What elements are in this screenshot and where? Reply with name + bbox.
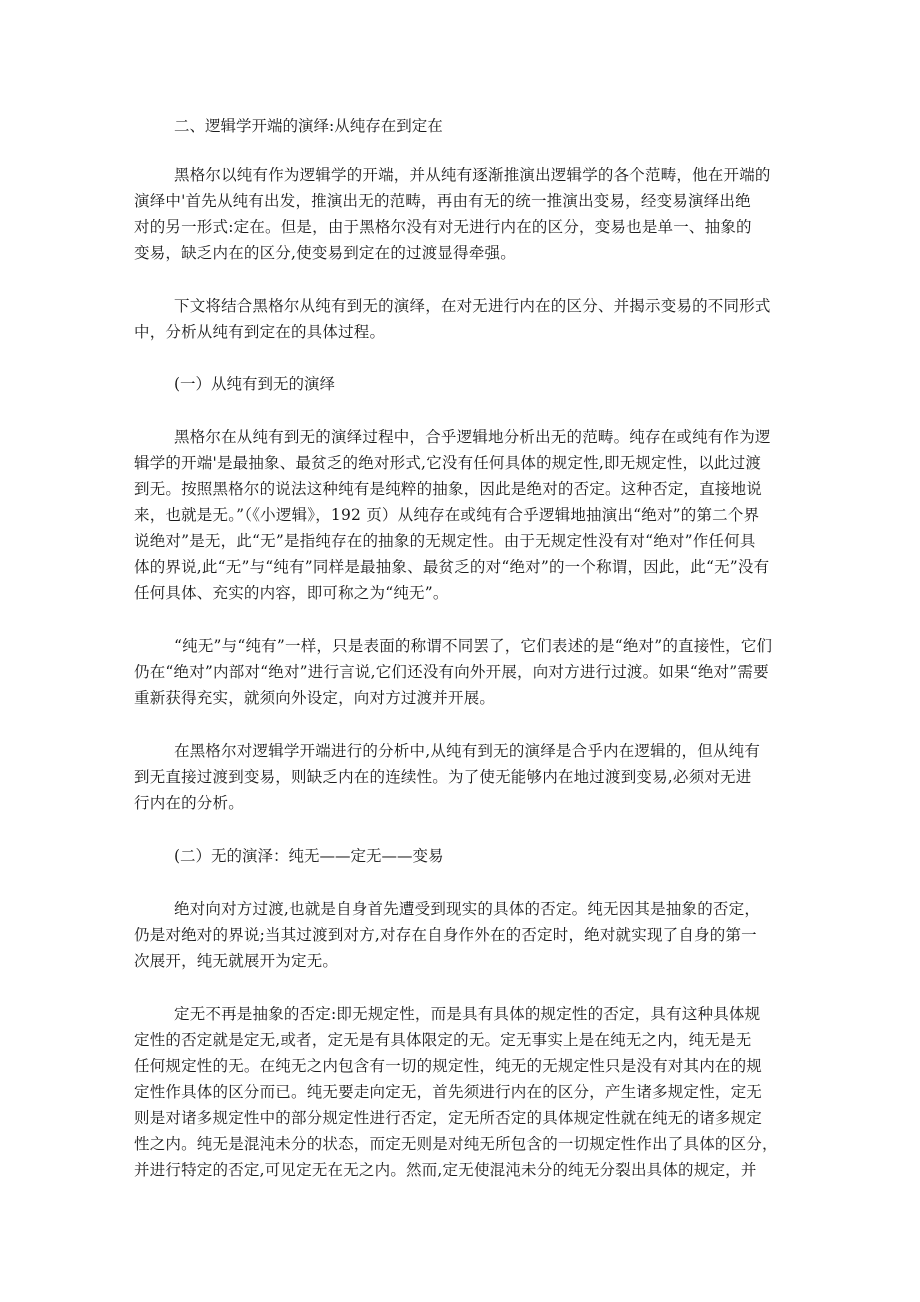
paragraph-2-line-1: 下文将结合黑格尔从纯有到无的演绎，在对无进行内在的区分、并揭示变易的不同形式 — [174, 297, 771, 315]
paragraph-1-line-1: 黑格尔以纯有作为逻辑学的开端，并从纯有逐渐推演出逻辑学的各个范畴，他在开端的 — [174, 166, 771, 184]
paragraph-3-line-3: 到无。按照黑格尔的说法这种纯有是纯粹的抽象，因此是绝对的否定。这种否定，直接地说 — [134, 480, 763, 498]
subsection-heading-1: (一）从纯有到无的演绎 — [174, 375, 336, 393]
paragraph-4-line-2: 仍在“绝对”内部对“绝对”进行言说,它们还没有向外开展，向对方进行过渡。如果“绝对”需要 — [134, 663, 769, 681]
paragraph-3-line-6: 体的界说,此“无”与“纯有”同样是最抽象、最贫乏的对“绝对”的一个称谓，因此，此“无”没有 — [134, 558, 770, 576]
paragraph-6-line-2: 仍是对绝对的界说;当其过渡到对方,对存在自身作外在的否定时，绝对就实现了自身的第一 — [134, 926, 757, 944]
paragraph-1-line-2: 演绎中'首先从纯有出发，推演出无的范畴，再由有无的统一推演出变易，经变易演绎出绝 — [134, 192, 751, 210]
paragraph-4-line-3: 重新获得充实，就须向外设定，向对方过渡并开展。 — [134, 689, 496, 707]
paragraph-7-line-4: 定性作具体的区分而已。纯无要走向定无，首先须进行内在的区分，产生诸多规定性，定无 — [134, 1083, 763, 1101]
paragraph-7-line-6: 性之内。纯无是混沌未分的状态，而定无则是对纯无所包含的一切规定性作出了具体的区分， — [134, 1135, 778, 1153]
paragraph-7-line-2: 定性的否定就是定无,或者，定无是有具体限定的无。定无事实上是在纯无之内，纯无是无 — [134, 1031, 752, 1049]
paragraph-5-line-1: 在黑格尔对逻辑学开端进行的分析中,从纯有到无的演绎是合乎内在逻辑的，但从纯有 — [174, 742, 761, 760]
subsection-heading-2: (二）无的演泽：纯无——定无——变易 — [174, 847, 444, 865]
paragraph-1-line-4: 变易，缺乏内在的区分,使变易到定在的过渡显得牵强。 — [134, 244, 516, 262]
paragraph-4-line-1: “纯无”与“纯有”一样，只是表面的称谓不同罢了，它们表述的是“绝对”的直接性，它们 — [174, 637, 773, 655]
paragraph-6-line-1: 绝对向对方过渡,也就是自身首先遭受到现实的具体的否定。纯无因其是抽象的否定， — [174, 900, 761, 918]
paragraph-7-line-3: 任何规定性的无。在纯无之内包含有一切的规定性，纯无的无规定性只是没有对其内在的规 — [134, 1057, 763, 1075]
paragraph-3-line-7: 任何具体、充实的内容，即可称之为“纯无”。 — [134, 584, 449, 602]
paragraph-5-line-2: 到无直接过渡到变易，则缺乏内在的连续性。为了使无能够内在地过渡到变易,必须对无进 — [134, 768, 752, 786]
paragraph-3-line-1: 黑格尔在从纯有到无的演绎过程中，合乎逻辑地分析出无的范畴。纯存在或纯有作为逻 — [174, 428, 771, 446]
paragraph-3-line-2: 辑学的开端'是最抽象、最贫乏的绝对形式,它没有任何具体的规定性,即无规定性，以此过渡 — [134, 454, 762, 472]
paragraph-7-line-7: 并进行特定的否定,可见定无在无之内。然而,定无使混沌未分的纯无分裂出具体的规定，并 — [134, 1161, 757, 1179]
section-heading: 二、逻辑学开端的演绎:从纯存在到定在 — [174, 117, 443, 135]
paragraph-3-line-5: 说绝对”是无，此“无”是指纯存在的抽象的无规定性。由于无规定性没有对“绝对”作任何具 — [134, 532, 756, 550]
paragraph-2-line-2: 中，分析从纯有到定在的具体过程。 — [134, 323, 386, 341]
paragraph-5-line-3: 行内在的分析。 — [134, 794, 244, 812]
paragraph-6-line-3: 次展开，纯无就展开为定无。 — [134, 952, 339, 970]
paragraph-3-line-4: 来，也就是无。”（《小逻辑》，192 页）从纯存在或纯有合乎逻辑地抽演出“绝对”的第二个界 — [134, 506, 760, 524]
paragraph-7-line-5: 则是对诸多规定性中的部分规定性进行否定，定无所否定的具体规定性就在纯无的诸多规定 — [134, 1109, 763, 1127]
paragraph-7-line-1: 定无不再是抽象的否定:即无规定性，而是具有具体的规定性的否定，具有这种具体规 — [174, 1005, 761, 1023]
paragraph-1-line-3: 对的另一形式:定在。但是，由于黑格尔没有对无进行内在的区分，变易也是单一、抽象的 — [134, 218, 752, 236]
